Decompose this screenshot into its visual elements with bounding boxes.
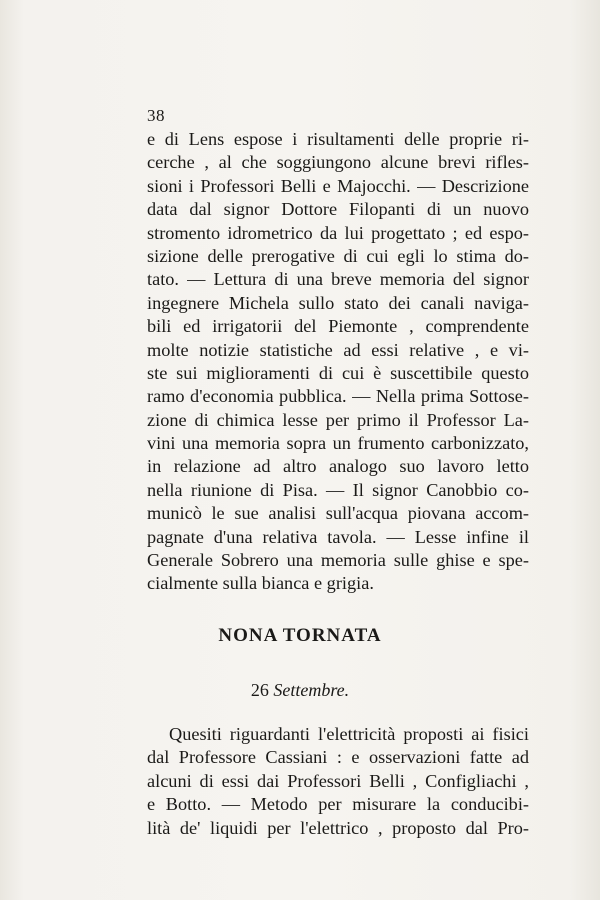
text-line: sioni i Professori Belli e Majocchi. — Descrizione <box>147 175 529 196</box>
date-month: Settembre. <box>273 680 350 700</box>
session-date <box>0 680 600 701</box>
section-heading: NONA TORNATA <box>218 625 382 646</box>
text-line: data dal signor Dottore Filopanti di un nuovo <box>147 199 529 220</box>
text-line: in relazione ad altro analogo suo lavoro letto <box>147 456 529 477</box>
text-line: cerche , al che soggiungono alcune brevi rifles- <box>147 152 529 173</box>
text-line: tato. — Lettura di una breve memoria del signor <box>147 269 529 290</box>
text-line: alcuni di essi dai Professori Belli , Configliachi , <box>147 770 529 791</box>
text-line: zione di chimica lesse per primo il Professor La- <box>147 409 529 430</box>
text-line: vini una memoria sopra un frumento carbonizzato, <box>147 433 529 454</box>
text-line: nella riunione di Pisa. — Il signor Canobbio co- <box>147 479 529 500</box>
text-line: bili ed irrigatorii del Piemonte , comprendente <box>147 316 529 337</box>
text-line: Generale Sobrero una memoria sulle ghise e spe- <box>147 550 529 571</box>
date-day: 26 <box>250 680 269 700</box>
paragraph-continued <box>147 128 529 596</box>
text-line: molte notizie statistiche ad essi relative , e vi- <box>147 339 529 360</box>
text-line: ste sui miglioramenti di cui è suscettibile questo <box>147 362 529 383</box>
text-line: sizione delle prerogative di cui egli lo stima do- <box>147 245 529 266</box>
text-line: e di Lens espose i risultamenti delle proprie ri- <box>147 129 529 149</box>
text-line: municò le sue analisi sull'acqua piovana accom- <box>147 503 529 524</box>
paragraph-session <box>147 723 529 840</box>
text-line: pagnate d'una relativa tavola. — Lesse infine il <box>147 526 529 547</box>
text-line: ramo d'economia pubblica. — Nella prima Sottose- <box>147 386 529 407</box>
text-line: e Botto. — Metodo per misurare la conducibi- <box>147 794 529 815</box>
text-line: Quesiti riguardanti l'elettricità proposti ai fisici <box>169 724 529 744</box>
text-line: dal Professore Cassiani : e osservazioni fatte ad <box>147 747 529 768</box>
page-number: 38 <box>147 106 165 125</box>
text-line: ingegnere Michela sullo stato dei canali naviga- <box>147 292 529 313</box>
text-line: cialmente sulla bianca e grigia. <box>147 573 374 594</box>
text-line: lità de' liquidi per l'elettrico , proposto dal Pro- <box>147 817 529 838</box>
text-line: stromento idrometrico da lui progettato ; ed espo- <box>147 222 529 243</box>
